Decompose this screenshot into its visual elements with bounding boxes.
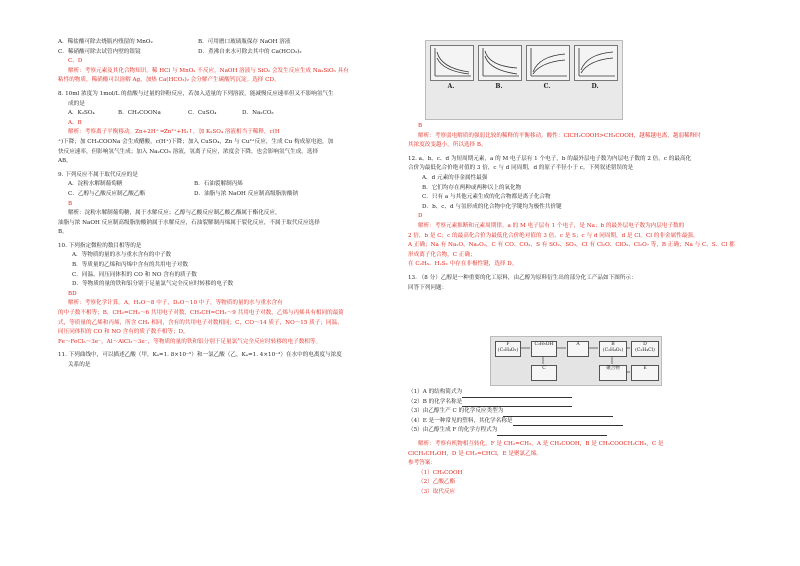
- graph-label: A.: [447, 83, 455, 90]
- graph-c: [526, 45, 570, 81]
- q12-stem: 合价为最低化合价绝对值的 3 倍，c 与 d 同周期，d 的原子半径小于 c。下列叙述错误的是: [408, 165, 634, 172]
- graph-b: [478, 45, 522, 81]
- option-d: D．煮沸自来水可除去其中的 Ca(HCO₃)₂: [198, 48, 302, 55]
- q11-answer: B: [418, 123, 423, 129]
- q13-question-2: （2）B 的化学名称是: [408, 398, 748, 408]
- q13-explanation-line: ClCH₂CH₂OH，D 是 CH₂=CHCl，E 是聚氯乙烯。: [408, 450, 542, 457]
- q8-answer: A、B: [68, 119, 82, 126]
- q13-reference: （2）乙酸乙酯: [418, 479, 456, 486]
- option-b: B．CH₃COONa: [118, 110, 161, 117]
- q10-explanation-line: Fe～FeCl₃～3e⁻，Al～AlCl₃～3e⁻，等物质的量的铁和铝分别于足量氯气完全反应时转移的电子数相等。: [58, 338, 322, 345]
- q10-option: C．同温、同压同体积的 CO 和 NO 含有的质子数: [72, 271, 197, 278]
- right-column: [408, 122, 748, 293]
- q10-explanation-line: 解析：考察化学计算。A，H₂O～8 中子，D₂O～10 中子，等物质的量的水与重水含有: [68, 300, 283, 307]
- q13-reference: （1）CH₃COOH: [418, 469, 463, 476]
- q12-explanation-line: A 正确；Na 有 Na₂O、Na₂O₂，C 有 CO、CO₂，S 有 SO₂、SO₃，Cl 有 Cl₂O、ClO₂、Cl₂O₇ 等，B 正确；Na 与 C、S、Cl 都: [408, 242, 735, 249]
- q12-explanation-line: 解析：考察元素推断和元素周期律。a 的 M 电子层有 1 个电子，是 Na；b 的最外层电子数为内层电子数的: [418, 222, 685, 229]
- q12-explanation-line: 2 倍，b 是 C；c 的最高化合价为最低化合价绝对值的 3 倍，c 是 S；c 与 d 同周期，d 是 Cl。Cl 的非金属性最强，: [408, 232, 699, 239]
- q13-flow-diagram: [490, 336, 662, 386]
- option-a: A．淀粉水解制葡萄糖: [68, 181, 123, 188]
- node-d: D (C₂H₄Cl): [631, 341, 659, 357]
- q10-explanation-line: 式，等质量的乙烯和丙烯，所含 CH₂ 相同，含有的共用电子对数相同；C，CO～14 质子，NO～15 质子；同温、: [58, 319, 343, 326]
- q12-option: B．它们均存在两种或两种以上的氧化物: [422, 184, 522, 191]
- option-d: D．油脂与浓 NaOH 反应制高级脂肪酸钠: [194, 190, 299, 197]
- graph-d: [574, 45, 618, 81]
- node-poly: 聚合物: [599, 365, 627, 381]
- q8-explanation-line: 解析：考察离子平衡移动。Zn+2H⁺ ═Zn²⁺+H₂↑，加 K₂SO₄ 溶液相当于稀释，c(H: [68, 129, 280, 136]
- q8-explanation-line: ⁺)下降；加 CH₃COONa 会生成醋酸，c(H⁺)下降；加入 CuSO₄，Zn 与 Cu²⁺反应，生成 Cu 构成原电池，加: [58, 138, 334, 145]
- q9-option-row: [58, 190, 388, 200]
- q7-option-row: [58, 38, 388, 48]
- graph-b-plot: [479, 46, 521, 80]
- graph-label: D.: [591, 83, 599, 90]
- q10-explanation-line: 的中子数不相等；B，CH₂=CH₂～6 共用电子对数，CH₃CH=CH₂～9 共用电子对数，乙烯与丙烯具有相同的最简: [58, 310, 344, 317]
- q8-options: [58, 109, 388, 119]
- node-e: E: [631, 365, 659, 381]
- q12-explanation-line: 形成离子化合物，C 正确；: [408, 251, 476, 258]
- q7-answer: C、D: [68, 58, 83, 65]
- q9-explanation-line: B。: [58, 229, 68, 236]
- q11-stem: 11. 下列曲线中，可以描述乙酸（甲，Kₐ=1. 8×10⁻⁵）和一氯乙酸（乙，Kₐ=1. 4×10⁻³）在水中的电离度与浓度: [58, 352, 342, 359]
- q9-option-row: [58, 180, 388, 190]
- option-a: A．稀盐酸可除去烧瓶内残留的 MnO₂: [58, 39, 153, 45]
- q13-question-3: （3）由乙醇生产 C 的化学反应类型为: [408, 407, 748, 417]
- q10-explanation-line: 同压同体积的 CO 和 NO 含有的质子数不相等；D，: [58, 329, 189, 336]
- q12-stem: 12. a、b、c、d 为短周期元素，a 的 M 电子层有 1 个电子，b 的最外层电子数为内层电子数的 2 倍，c 的最高化: [408, 155, 692, 162]
- option-c: C．CuSO₄: [188, 110, 217, 117]
- q11-stem: 关系的是: [68, 362, 91, 368]
- q7-option-row: [58, 48, 388, 58]
- node-c: C: [531, 365, 557, 381]
- q8-explanation-line: AB。: [58, 158, 72, 165]
- node-f: F (C₂H₄O₂): [495, 341, 521, 357]
- q12-explanation-line: 在 C₂H₆、H₂S₂ 中存在非极性键，选择 D。: [408, 261, 518, 268]
- q13-questions: [408, 388, 748, 498]
- q8-explanation-line: 快反应速率，但影响氢气生成；加入 Na₂CO₃ 溶液，氢离子反应，浓度会下降，也会影响氢气生成。选择: [58, 148, 319, 155]
- q9-answer: B: [68, 200, 73, 207]
- option-b: B．石油裂解制丙烯: [194, 181, 243, 188]
- q10-stem: 10. 下列指定微粒的数目相等的是: [58, 242, 142, 249]
- q11-graphs-figure: [425, 40, 623, 120]
- option-b: B．可用磨口玻璃瓶保存 NaOH 溶液: [198, 39, 291, 45]
- q10-option: D．等物质的量的铁和铝分别于足量氯气完全反应时转移的电子数: [72, 281, 234, 288]
- q13-reference: （3）取代反应: [418, 488, 456, 495]
- q7-explanation-line: 解析：考察元素及其化合物知识。稀 HCl 与 MnO₂ 不反应，NaOH 溶液与 SiO₂ 会发生反应生成 Na₂SiO₃ 具有: [68, 67, 349, 74]
- graph-c-plot: [527, 46, 569, 80]
- q13-explanation-line: 解析：考察有机物相互转化。F 是 CH₂=CH₂，A 是 CH₃COOH，B 是 CH₃COOCH₂CH₃，C 是: [418, 440, 664, 447]
- flow-arrows: [491, 337, 661, 385]
- q13-reference-title: 参考答案：: [408, 460, 436, 467]
- node-ethanol: C₂H₅OH: [531, 341, 557, 357]
- q9-explanation-line: 解析：淀粉水解制葡萄糖，属于水解反应；乙醇与乙酸反应制乙酸乙酯属于酯化反应，: [68, 210, 281, 217]
- q13-question-4: （4）E 是一种常见的塑料，其化学名称是: [408, 417, 748, 427]
- q12-option: D．b、c、d 与氢形成的化合物中化学键均为极性共价键: [422, 203, 562, 210]
- graph-label: C.: [543, 83, 551, 90]
- q13-question-5: （5）由乙醇生成 F 的化学方程式为: [408, 426, 748, 436]
- q13-stem: 13. （8 分）乙醇是一种重要的化工原料，由乙醇为原料衍生出的部分化工产品如下图所示：: [408, 274, 637, 281]
- q13-question-1: （1）A 的结构简式为: [408, 388, 748, 398]
- q10-answer: BD: [68, 290, 77, 297]
- q8-stem: 成的是: [68, 100, 85, 107]
- q12-answer: D: [418, 213, 423, 220]
- q11-explanation-line: 其浓度改变越小，所以选择 B。: [408, 142, 487, 149]
- q8-stem: 8. 10ml 浓度为 1mol/L 的盐酸与过量的锌粉反应，若加入适量的下列溶液，能减慢反应速率但又不影响氢气生: [58, 90, 334, 97]
- q11-explanation-line: 解析：考察弱电解质的强弱比较的稀释的平衡移动。酸性：ClCH₂COOH>CH₃COOH，越稀越电离，越弱稀释时: [418, 132, 701, 139]
- option-c: C．稀硝酸可除去试管内壁的银镜: [58, 48, 141, 55]
- q13-stem: 回答下列问题：: [408, 284, 448, 291]
- q10-option: B．等质量的乙烯和丙烯中含有的共用电子对数: [72, 262, 188, 269]
- q7-explanation-line: 粘性的物质，稀硝酸可以溶解 Ag，加热 Ca(HCO₃)₂ 会分解产生碳酸钙沉淀。选择 CD。: [58, 77, 280, 84]
- graph-label: B.: [495, 83, 503, 90]
- graph-d-plot: [575, 46, 617, 80]
- node-b: B (C₂H₄O₂): [599, 341, 627, 357]
- option-c: C．乙醇与乙酸反应制乙酸乙酯: [68, 190, 145, 197]
- option-a: A．K₂SO₄: [68, 110, 95, 117]
- option-d: D．Na₂CO₃: [242, 110, 274, 117]
- q9-stem: 9. 下列反应不属于取代反应的是: [58, 171, 138, 178]
- q12-option: C．只有 a 与其他元素生成的化合物都是离子化合物: [422, 194, 551, 201]
- q10-option: A．等物质的量的水与重水含有的中子数: [72, 252, 172, 259]
- q9-explanation-line: 油脂与浓 NaOH 反应制高级脂肪酸钠属于水解反应，石油裂解制丙烯属于裂化反应，不属于取代反应选择: [58, 219, 320, 226]
- left-column: [58, 38, 388, 371]
- graph-a: [430, 45, 474, 81]
- q12-option: A．d 元素的非金属性最强: [422, 174, 488, 181]
- graph-a-plot: [431, 46, 473, 80]
- node-a: A: [567, 341, 589, 357]
